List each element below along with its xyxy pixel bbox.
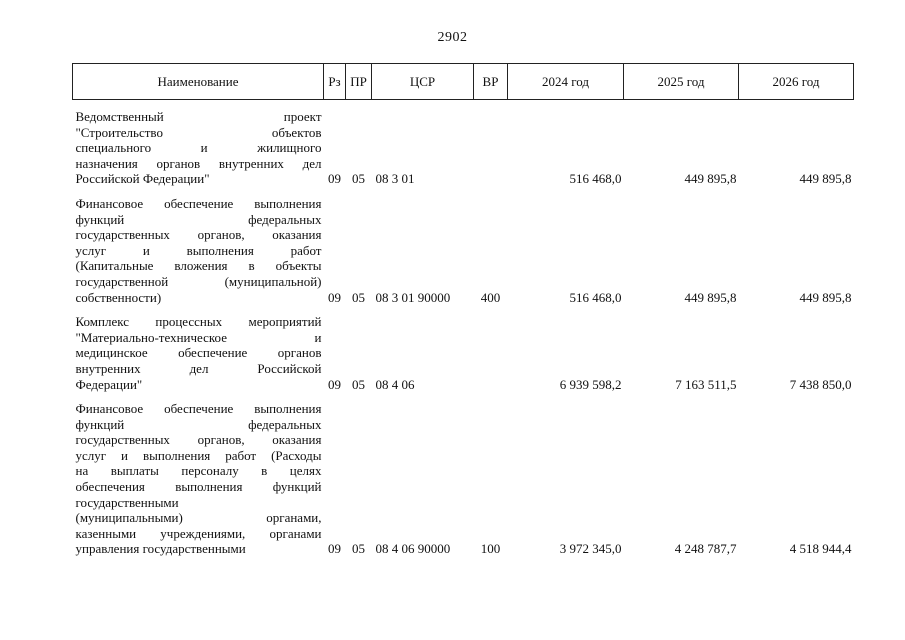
row-rz: 09 — [328, 171, 341, 187]
header-2025: 2025 год — [624, 64, 739, 100]
row-pr: 05 — [352, 171, 365, 187]
table-row — [73, 314, 854, 392]
row-value-2026: 449 895,8 — [799, 171, 852, 187]
row-name — [73, 314, 324, 392]
row-vr: 100 — [480, 541, 501, 557]
row-csr: 08 4 06 — [375, 376, 415, 392]
row-value-2025: 449 895,8 — [684, 171, 737, 187]
row-name-line: собственности) — [75, 289, 162, 305]
row-value-2024: 516 468,0 — [569, 289, 622, 305]
row-name-line: обеспечения выполнения функций — [75, 479, 322, 495]
table-row — [73, 109, 854, 187]
row-csr: 08 4 06 90000 — [375, 541, 451, 557]
budget-table — [72, 63, 854, 557]
row-name-line: Финансовое обеспечение выполнения — [75, 401, 322, 417]
header-row — [73, 64, 854, 100]
row-spacer-cell — [73, 187, 854, 196]
row-name-line: на выплаты персоналу в целях — [75, 463, 322, 479]
row-pr: 05 — [352, 541, 365, 557]
row-name-line: услуг и выполнения работ — [75, 242, 322, 258]
row-csr: 08 3 01 — [375, 171, 415, 187]
header-name: Наименование — [73, 64, 324, 100]
row-name-line: Комплекс процессных мероприятий — [75, 314, 322, 330]
row-pr: 05 — [352, 376, 365, 392]
header-rz: Рз — [324, 64, 346, 100]
row-value-2024: 3 972 345,0 — [559, 541, 622, 557]
row-rz: 09 — [328, 289, 341, 305]
header-pr: ПР — [346, 64, 372, 100]
row-name-line: функций федеральных — [75, 211, 322, 227]
row-value-2024: 6 939 598,2 — [559, 376, 622, 392]
row-vr — [474, 109, 508, 187]
row-name-line: Российской Федерации" — [75, 171, 210, 187]
row-name-line: Федерации" — [75, 376, 143, 392]
row-value-2025: 449 895,8 — [684, 289, 737, 305]
row-csr: 08 3 01 90000 — [375, 289, 451, 305]
row-name-line: Финансовое обеспечение выполнения — [75, 195, 322, 211]
row-spacer-cell — [73, 100, 854, 110]
header-2024: 2024 год — [508, 64, 624, 100]
row-spacer — [73, 187, 854, 196]
row-name-line: государственных органов, оказания — [75, 432, 322, 448]
row-rz: 09 — [328, 376, 341, 392]
row-name-line: казенными учреждениями, органами — [75, 525, 322, 541]
row-name-line: услуг и выполнения работ (Расходы — [75, 447, 322, 463]
row-name-line: "Строительство объектов — [75, 124, 322, 140]
table-body — [73, 100, 854, 558]
row-name-line: специального и жилищного — [75, 140, 322, 156]
row-name-line: управления государственными — [75, 541, 246, 557]
row-name-line: Ведомственный проект — [75, 109, 322, 124]
row-name-line: функций федеральных — [75, 416, 322, 432]
table-row — [73, 401, 854, 557]
row-name-line: назначения органов внутренних дел — [75, 155, 322, 171]
header-2026: 2026 год — [739, 64, 854, 100]
row-name-line: "Материально-техническое и — [75, 329, 322, 345]
row-name-line: государственных органов, оказания — [75, 227, 322, 243]
row-value-2024: 516 468,0 — [569, 171, 622, 187]
row-spacer-cell — [73, 392, 854, 401]
row-name — [73, 109, 324, 187]
page-number: 2902 — [437, 30, 468, 45]
row-name-line: государственными — [75, 494, 179, 510]
row-name-line: медицинское обеспечение органов — [75, 345, 322, 361]
row-vr — [474, 314, 508, 392]
row-spacer — [73, 305, 854, 314]
row-value-2025: 4 248 787,7 — [674, 541, 737, 557]
row-name-line: (муниципальными) органами, — [75, 510, 322, 526]
row-name — [73, 196, 324, 305]
row-name-line: государственной (муниципальной) — [75, 273, 322, 289]
row-vr: 400 — [480, 289, 501, 305]
table-row — [73, 196, 854, 305]
row-value-2025: 7 163 511,5 — [675, 376, 737, 392]
header-vr: ВР — [474, 64, 508, 100]
row-value-2026: 449 895,8 — [799, 289, 852, 305]
row-value-2026: 7 438 850,0 — [789, 376, 852, 392]
row-name-line: (Капитальные вложения в объекты — [75, 258, 322, 274]
row-value-2026: 4 518 944,4 — [789, 541, 852, 557]
row-spacer — [73, 392, 854, 401]
row-name-line: внутренних дел Российской — [75, 360, 322, 376]
row-spacer-cell — [73, 305, 854, 314]
row-spacer — [73, 100, 854, 110]
row-pr: 05 — [352, 289, 365, 305]
header-csr: ЦСР — [372, 64, 474, 100]
row-name — [73, 401, 324, 557]
row-rz: 09 — [328, 541, 341, 557]
table-header — [73, 64, 854, 100]
